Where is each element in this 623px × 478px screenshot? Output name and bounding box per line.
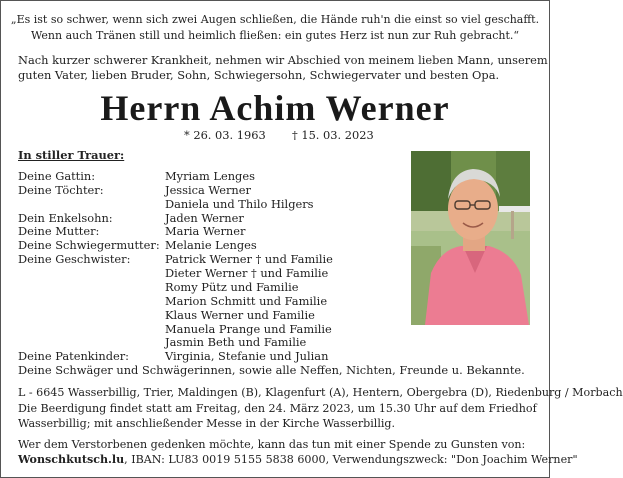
quote-line-1: „Es ist so schwer, wenn sich zwei Augen schließen, die Hände ruh'n die einst so viel geschafft. bbox=[10, 13, 540, 26]
places-line: L - 6645 Wasserbillig, Trier, Maldingen (B), Klagenfurt (A), Hentern, Obergebra (D), Riedenburg / Morbach bbox=[18, 386, 623, 399]
mourner-name: Patrick Werner † und Familie bbox=[165, 252, 333, 266]
death-date: † 15. 03. 2023 bbox=[292, 128, 374, 142]
mourner-name: Myriam Lenges bbox=[165, 169, 255, 183]
donation-line-2 bbox=[18, 452, 578, 468]
intro-line-2: guten Vater, lieben Bruder, Sohn, Schwiegersohn, Schwiegervater und besten Opa. bbox=[18, 68, 500, 82]
mourner-name: Romy Pütz und Familie bbox=[165, 280, 299, 294]
mourner-name: Jaden Werner bbox=[165, 211, 244, 225]
funeral-line-2: Wasserbillig; mit anschließender Messe in der Kirche Wasserbillig. bbox=[18, 417, 396, 430]
mourner-name: Melanie Lenges bbox=[165, 238, 257, 252]
mourner-name: Jasmin Beth und Familie bbox=[165, 335, 307, 349]
mourner-role: Deine Geschwister: bbox=[18, 252, 131, 266]
mourner-name: Klaus Werner und Familie bbox=[165, 308, 315, 322]
deceased-name: Herrn Achim Werner bbox=[100, 88, 450, 128]
funeral-line-1: Die Beerdigung findet statt am Freitag, den 24. März 2023, um 15.30 Uhr auf dem Friedhof bbox=[18, 402, 537, 415]
mourner-role: Deine Mutter: bbox=[18, 224, 100, 238]
mourner-role: Deine Patenkinder: bbox=[18, 349, 130, 363]
donation-line-1: Wer dem Verstorbenen gedenken möchte, kann das tun mit einer Spende zu Gunsten von: bbox=[18, 438, 526, 451]
intro-line-1: Nach kurzer schwerer Krankheit, nehmen wir Abschied von meinem lieben Mann, unserem bbox=[18, 53, 548, 67]
mourner-name: Maria Werner bbox=[165, 224, 246, 238]
mourner-name: Jessica Werner bbox=[165, 183, 251, 197]
portrait-photo bbox=[411, 151, 530, 325]
mourner-role: Deine Gattin: bbox=[18, 169, 96, 183]
mourner-role: Deine Schwiegermutter: bbox=[18, 238, 160, 252]
mourner-role: Deine Töchter: bbox=[18, 183, 104, 197]
mourner-name: Manuela Prange und Familie bbox=[165, 322, 332, 336]
mourners-heading: In stiller Trauer: bbox=[18, 148, 125, 162]
mourner-name: Daniela und Thilo Hilgers bbox=[165, 197, 314, 211]
donation-organization: Wonschkutsch.lu bbox=[18, 453, 125, 466]
relatives-line: Deine Schwäger und Schwägerinnen, sowie alle Neffen, Nichten, Freunde u. Bekannte. bbox=[18, 363, 525, 377]
mourner-name: Dieter Werner † und Familie bbox=[165, 266, 329, 280]
mourner-name: Marion Schmitt und Familie bbox=[165, 294, 328, 308]
quote-line-2: Wenn auch Tränen still und heimlich fließen: ein gutes Herz ist nun zur Ruh gebracht.“ bbox=[30, 29, 520, 42]
birth-date: * 26. 03. 1963 bbox=[184, 128, 266, 142]
mourner-role: Dein Enkelsohn: bbox=[18, 211, 113, 225]
donation-details: , IBAN: LU83 0019 5155 5838 6000, Verwendungszweck: "Don Joachim Werner" bbox=[124, 453, 578, 466]
mourner-name: Virginia, Stefanie und Julian bbox=[165, 349, 329, 363]
